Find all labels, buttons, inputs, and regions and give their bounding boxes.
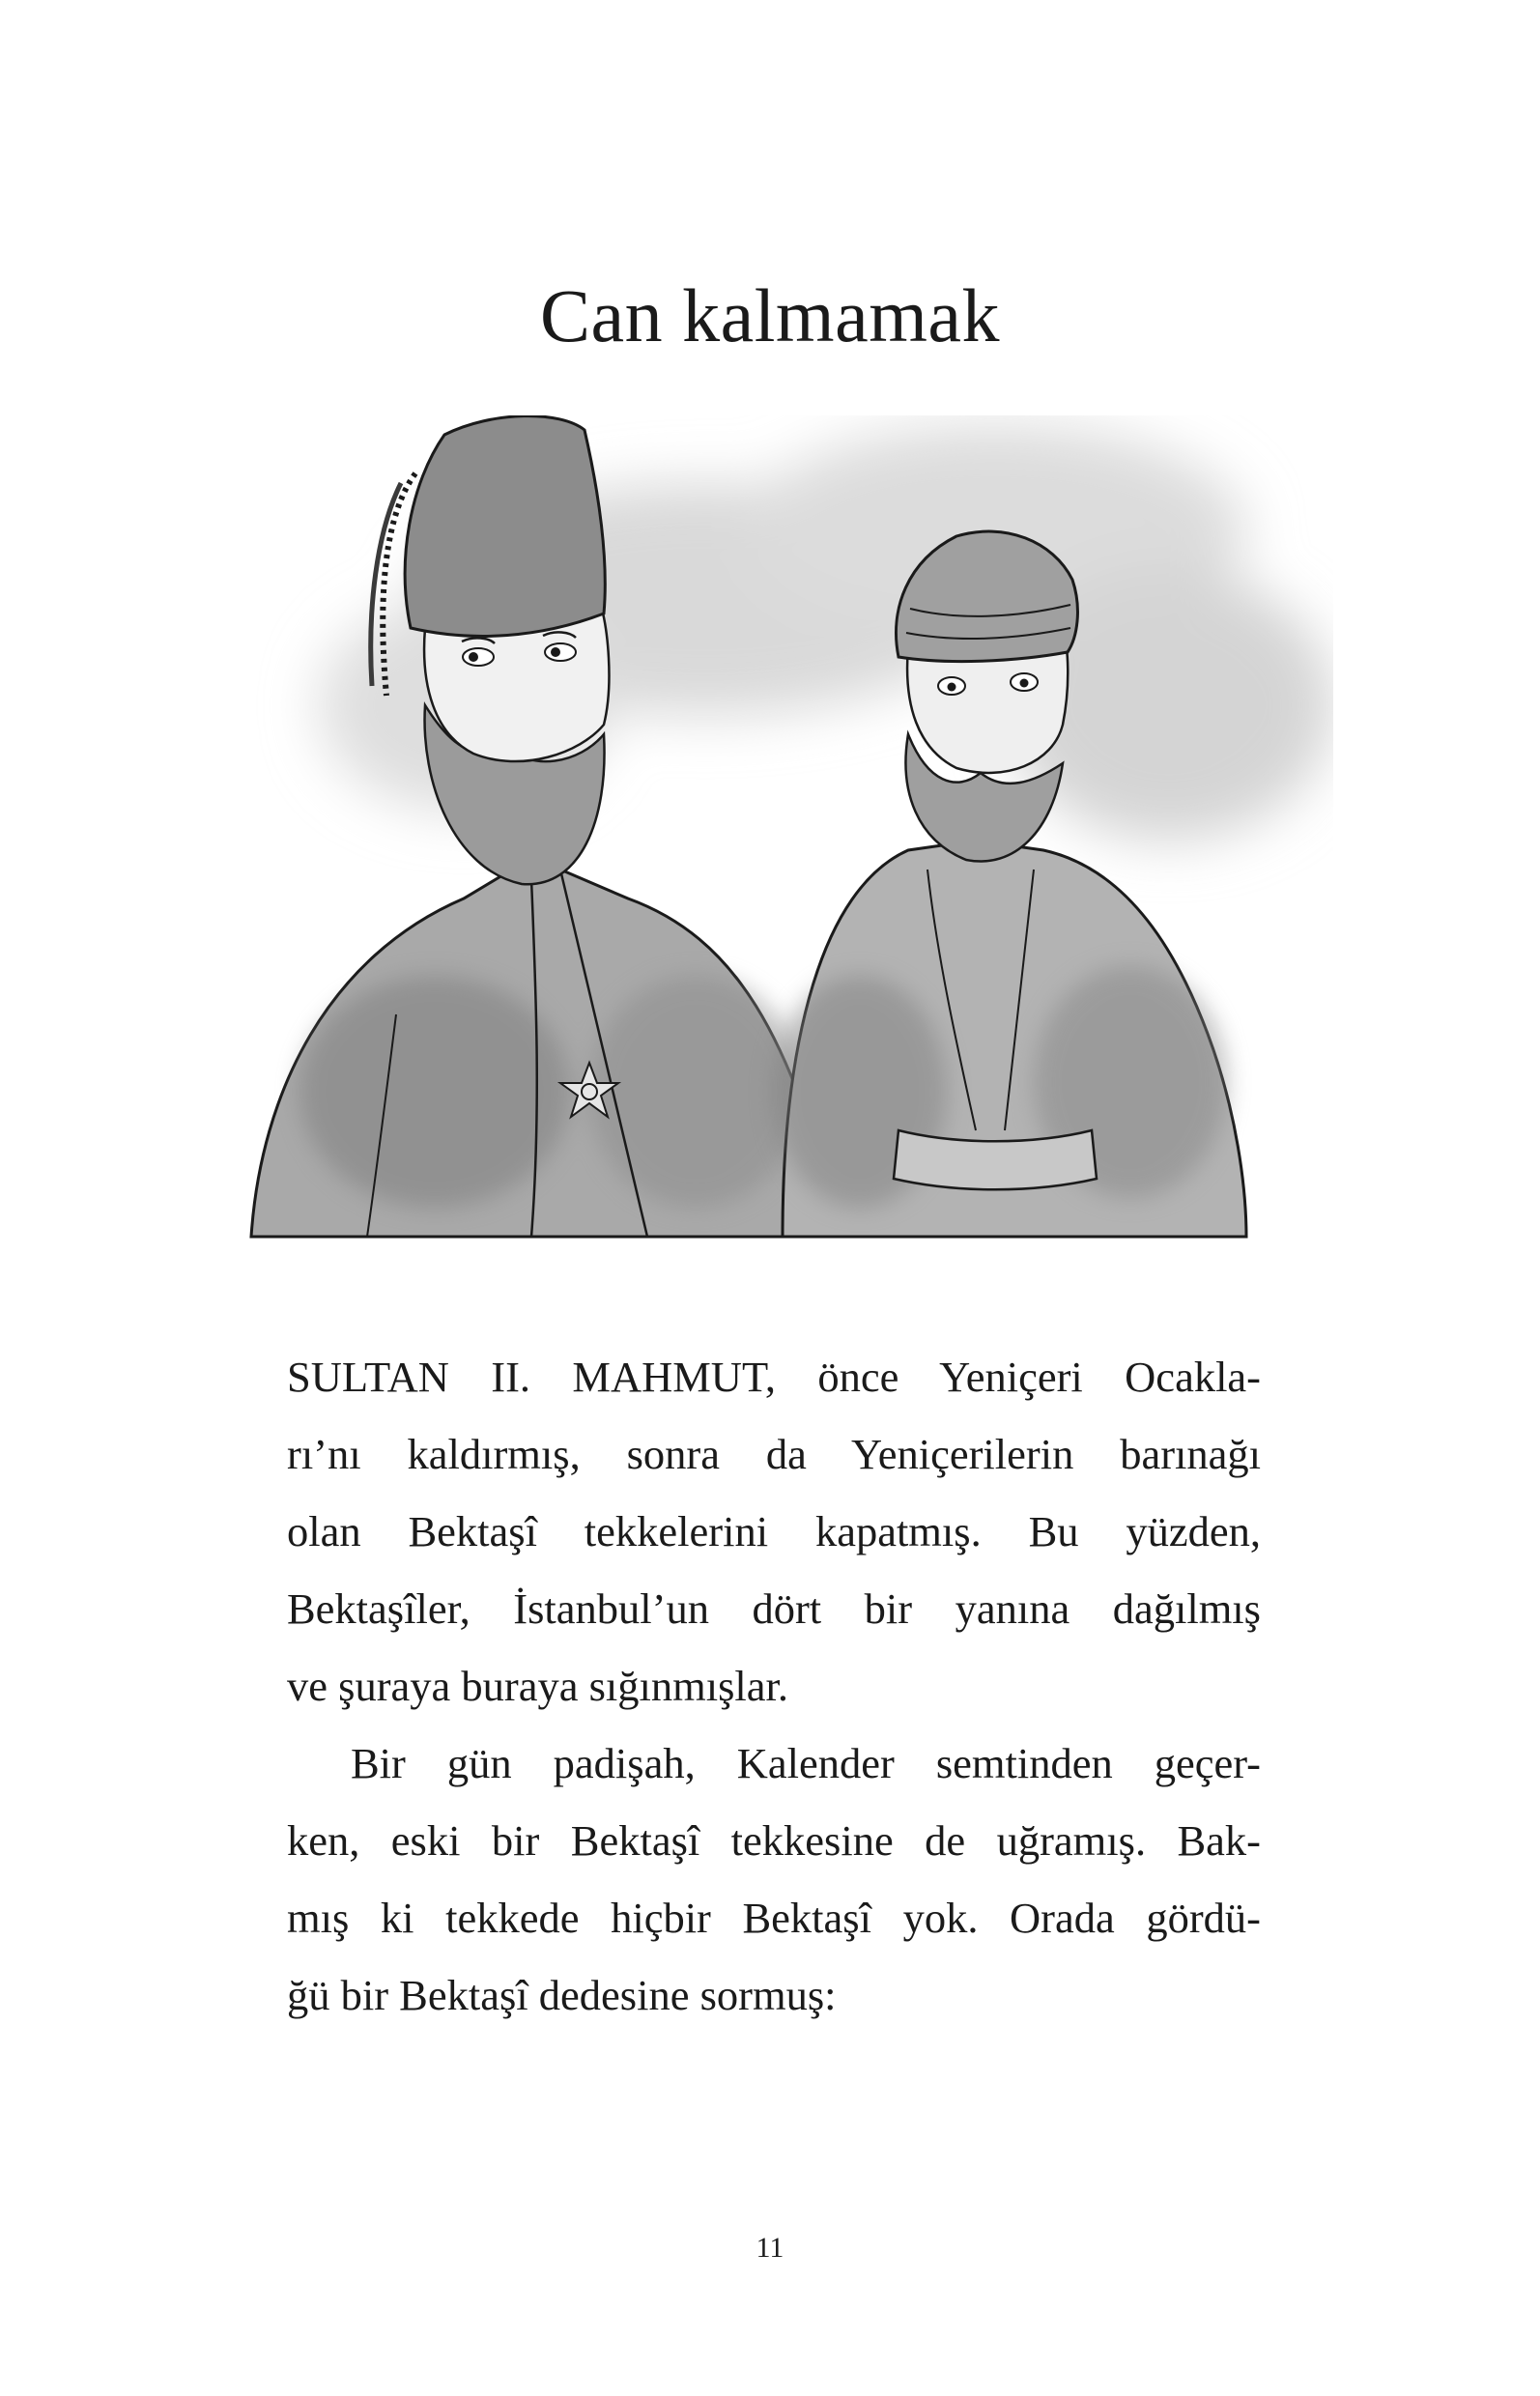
- page-number: 11: [756, 2232, 784, 2264]
- body-text: [287, 1338, 1261, 2034]
- text-line: olan Bektaşî tekkelerini kapatmış. Bu yüzden,: [287, 1507, 1261, 1555]
- text-line: Bir gün padişah, Kalender semtinden geçer-: [351, 1739, 1261, 1787]
- text-line: Bektaşîler, İstanbul’un dört bir yanına dağılmış: [287, 1584, 1261, 1633]
- text-line: rı’nı kaldırmış, sonra da Yeniçerilerin barınağı: [287, 1430, 1261, 1478]
- chapter-title: Can kalmamak: [539, 273, 1001, 357]
- text-line: ken, eski bir Bektaşî tekkesine de uğramış. Bak-: [287, 1816, 1261, 1865]
- text-line: ğü bir Bektaşî dedesine sormuş:: [287, 1971, 837, 2019]
- two-figures-illustration: [242, 415, 1333, 1266]
- text-line: ve şuraya buraya sığınmışlar.: [287, 1662, 789, 1710]
- text-line: SULTAN II. MAHMUT, önce Yeniçeri Ocakla-: [287, 1353, 1261, 1401]
- text-line: mış ki tekkede hiçbir Bektaşî yok. Orada gördü-: [287, 1894, 1261, 1942]
